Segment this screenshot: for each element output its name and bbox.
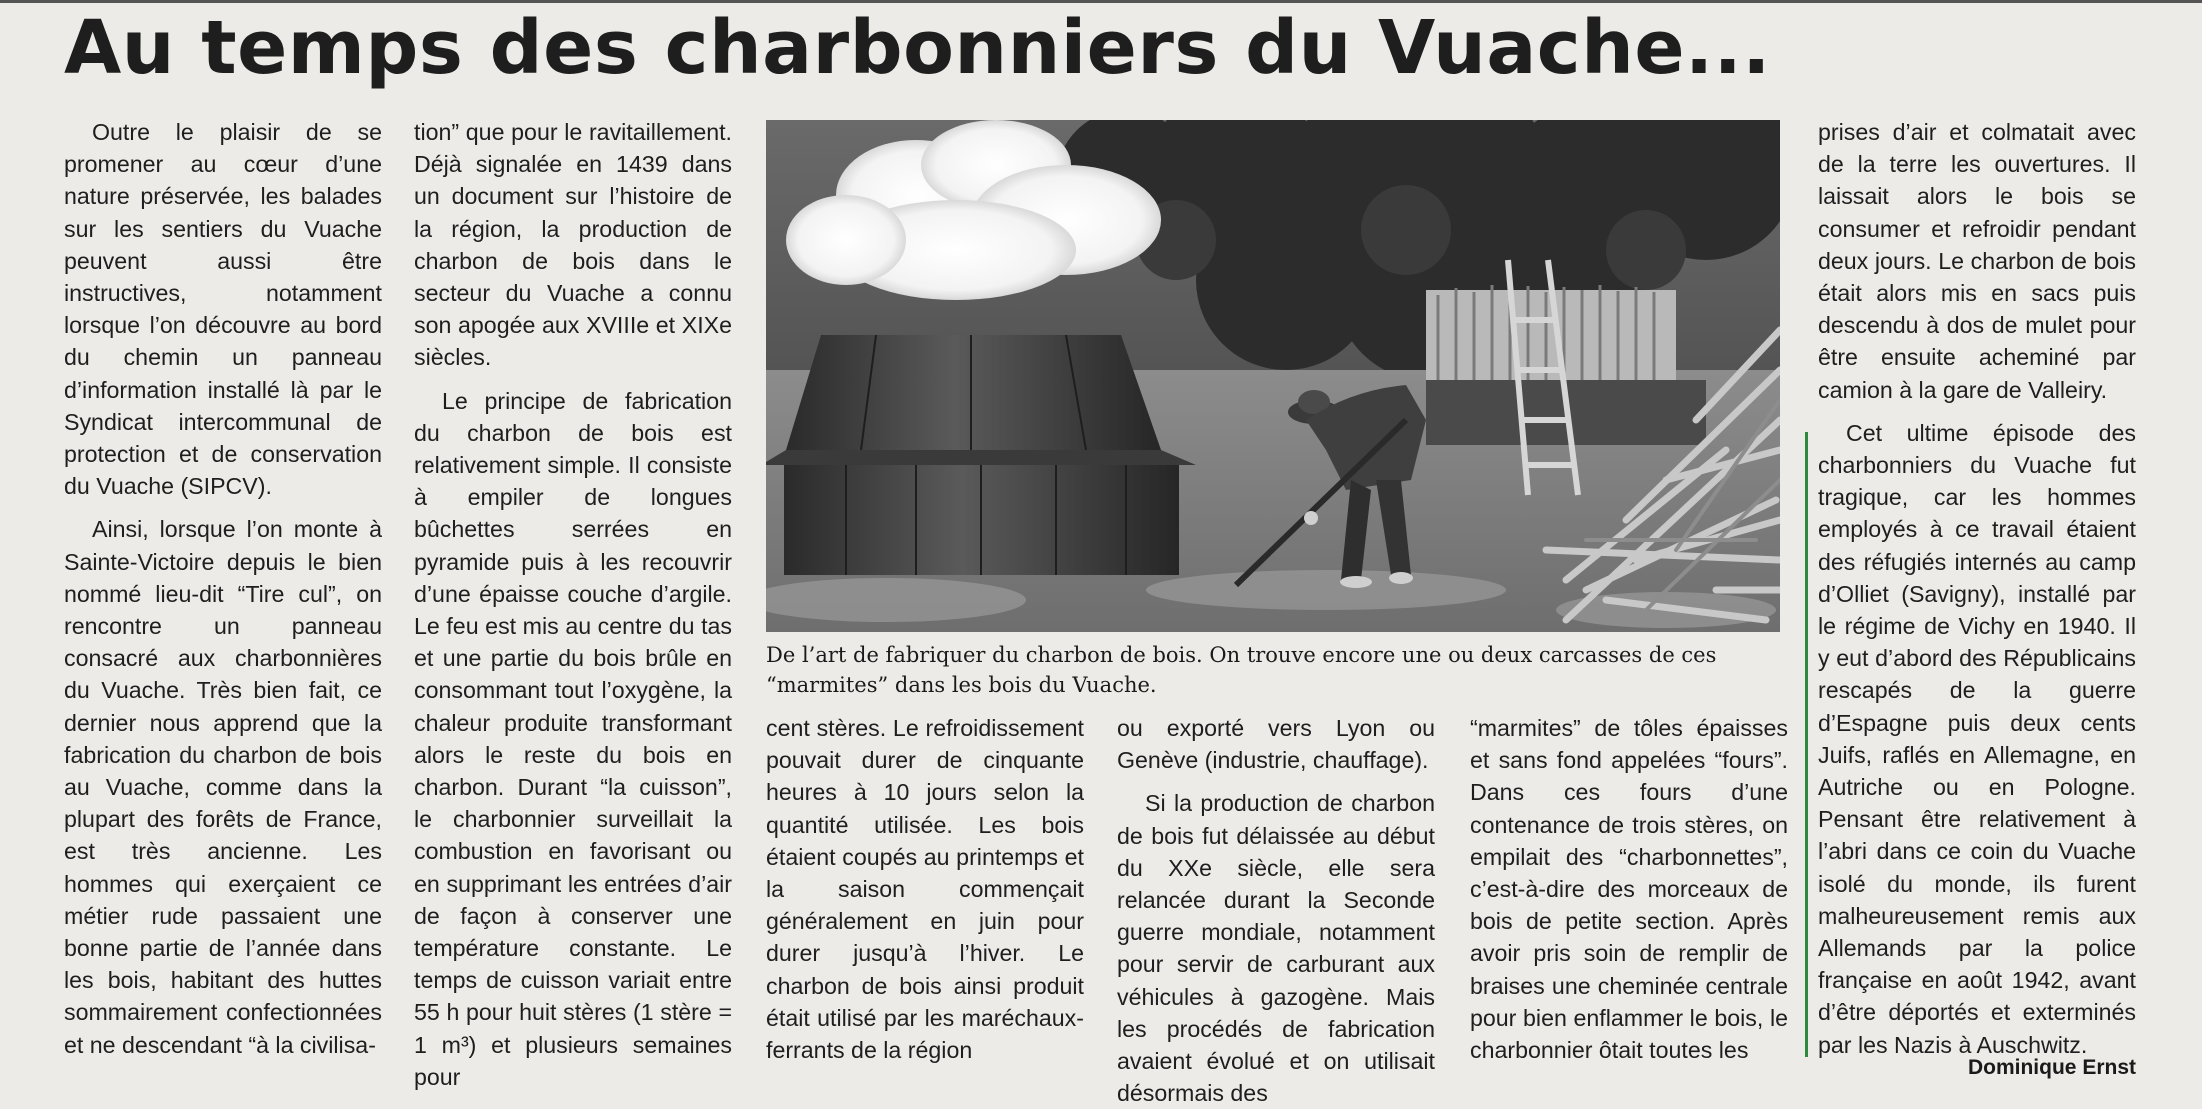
paragraph: prises d’air et colmatait avec de la terre les ouvertures. Il laissait alors le bois se consumer et refroidir pendant deux jours. Le charbon de bois était alors mis en sacs puis descendu à dos de mulet pour être ensuite acheminé par camion à la gare de Valleiry. (1818, 119, 2136, 403)
column-divider (1805, 432, 1808, 1057)
paragraph: Le principe de fabrication du charbon de bois est relativement simple. Il consiste à empiler de longues bûchettes serrées en pyramide puis à les recouvrir d’une épaisse couche d’argile. Le feu est mis au centre du tas et une partie du bois brûle en consommant tout l’oxygène, la chaleur produite transformant alors le reste du bois en charbon. Durant “la cuisson”, le charbonnier surveillait la combustion en favorisant ou en supprimant les entrées d’air de façon à conserver une température constante. Le temps de cuisson variait entre 55 h pour huit stères (1 stère = 1 m³) et plusieurs semaines pour (414, 387, 732, 1090)
article-column-6 (1818, 116, 2136, 1091)
paragraph: “marmites” de tôles épaisses et sans fond appelées “fours”. Dans ces fours d’une contenance de trois stères, on empilait des “charbonnettes”, c’est-à-dire des morceaux de bois de petite section. Après avoir pris soin de remplir de braises une cheminée centrale pour bien enflammer le bois, le charbonnier ôtait toutes les (1470, 715, 1788, 1064)
article-column-2 (414, 116, 732, 1091)
article-column-5 (1470, 712, 1788, 1092)
paragraph: Si la production de charbon de bois fut délaissée au début du XXe siècle, elle sera relancée durant la Seconde guerre mondiale, notamment pour servir de carburant aux véhicules à gazogène. Mais les procédés de fabrication avaient évolué et on utilisait désormais des (1117, 790, 1435, 1107)
author-signature: Dominique Ernst (1967, 1056, 2136, 1079)
paragraph: Outre le plaisir de se promener au cœur d’une nature préservée, les balades sur les sentiers du Vuache peuvent aussi être instructives, notamment lorsque l’on découvre au bord du chemin un panneau d’information installé là par le Syndicat intercommunal de protection et de conservation du Vuache (SIPCV). (64, 119, 382, 500)
article-column-1 (64, 116, 382, 1091)
article-column-3 (766, 712, 1084, 1092)
headline: Au temps des charbonniers du Vuache... (64, 5, 1771, 91)
paragraph: cent stères. Le refroidissement pouvait durer de cinquante heures à 10 jours selon la quantité utilisée. Les bois étaient coupés au printemps et la saison commençait généralement en juin pour durer jusqu’à l’hiver. Le charbon de bois ainsi produit était utilisé par les maréchaux-ferrants de la région (766, 715, 1084, 1064)
charcoal-kiln-photo (766, 120, 1780, 632)
paragraph: Cet ultime épisode des charbonniers du Vuache fut tragique, car les hommes employés à ce travail étaient des réfugiés internés au camp d’Olliet (Savigny), installé par le régime de Vichy en 1940. Il y eut d’abord des Républicains rescapés de la guerre d’Espagne puis deux cents Juifs, raflés en Allemagne, en Autriche ou en Pologne. Pensant être relativement à l’abri dans ce coin du Vuache isolé du monde, ils furent malheureusement remis aux Allemands par la police française en août 1942, avant d’être déportés et exterminés par les Nazis à Auschwitz. (1818, 419, 2136, 1058)
photo-caption: De l’art de fabriquer du charbon de bois. On trouve encore une ou deux carcasses de ces “marmites” dans les bois du Vuache. (766, 643, 1717, 697)
paragraph: tion” que pour le ravitaillement. Déjà signalée en 1439 dans un document sur l’histoire de la région, la production de charbon de bois dans le secteur du Vuache a connu son apogée aux XVIIIe et XIXe siècles. (414, 119, 732, 371)
paragraph: ou exporté vers Lyon ou Genève (industrie, chauffage). (1117, 715, 1435, 774)
paragraph: Ainsi, lorsque l’on monte à Sainte-Victoire depuis le bien nommé lieu-dit “Tire cul”, on rencontre un panneau consacré aux charbonnières du Vuache. Très bien fait, ce dernier nous apprend que la fabrication du charbon de bois au Vuache, comme dans la plupart des forêts de France, est très ancienne. Les hommes qui exerçaient ce métier rude passaient une bonne partie de l’année dans les bois, habitant des huttes sommairement confectionnées et ne descendant “à la civilisa- (64, 516, 382, 1058)
article-column-4 (1117, 712, 1435, 1107)
